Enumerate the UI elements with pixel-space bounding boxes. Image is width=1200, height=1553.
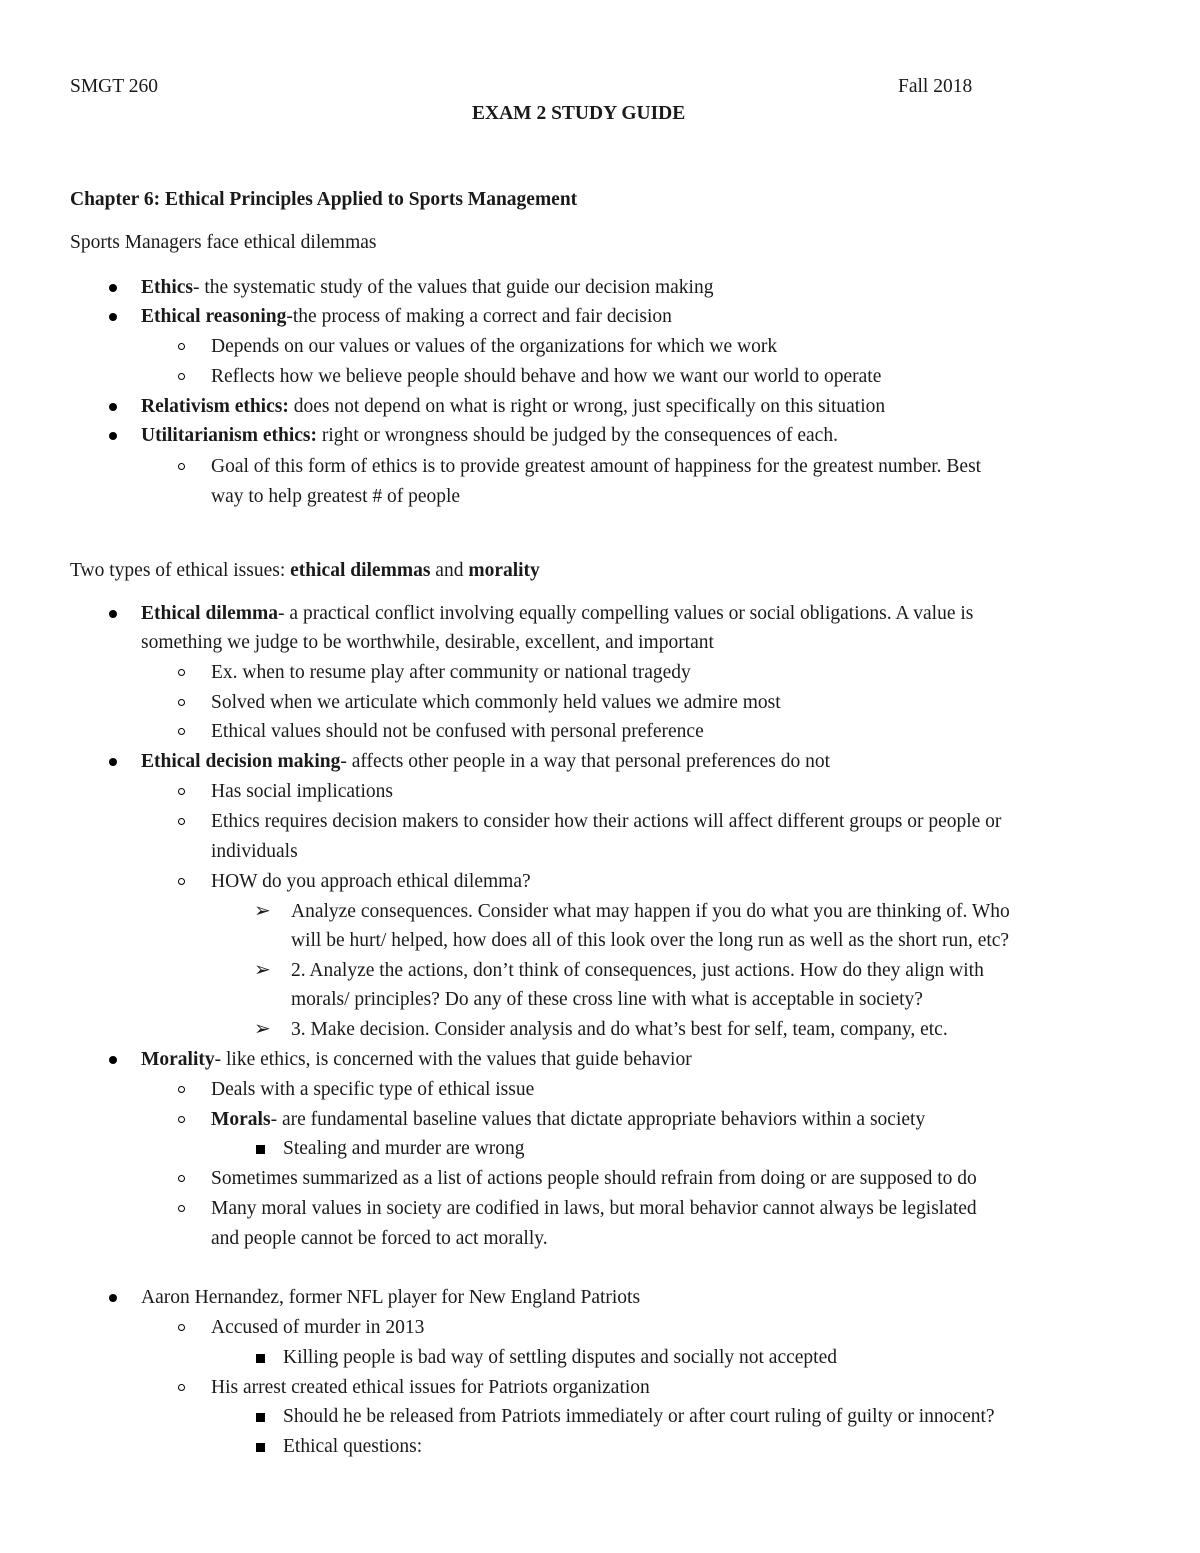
bullet-dot	[109, 403, 117, 411]
term-ethical-dilemma: Ethical dilemma	[141, 603, 279, 624]
intro-text: and	[430, 560, 469, 581]
list-item-ethical-reasoning	[141, 307, 672, 327]
bullet-dot	[109, 284, 117, 292]
list-subitem: Deals with a specific type of ethical issue	[211, 1079, 535, 1100]
term-utilitarianism: Utilitarianism ethics:	[141, 425, 318, 446]
definition-ethics: - the systematic study of the values that guide our decision making	[193, 277, 714, 298]
section-intro-ethical-issues	[70, 561, 540, 581]
bullet-dot	[109, 610, 117, 618]
bullet-square	[256, 1413, 265, 1422]
list-subitem-continued: individuals	[211, 841, 298, 862]
definition-utilitarianism: right or wrongness should be judged by the consequences of each.	[317, 425, 838, 446]
list-item-utilitarianism	[141, 426, 838, 446]
list-item-hernandez: Aaron Hernandez, former NFL player for New England Patriots	[141, 1287, 641, 1308]
intro-term-morality: morality	[468, 560, 540, 581]
intro-text: Two types of ethical issues:	[70, 560, 291, 581]
chapter-intro: Sports Managers face ethical dilemmas	[70, 232, 377, 253]
arrow-bullet-icon: ➢	[254, 1018, 271, 1040]
list-subitem: Ex. when to resume play after community or national tragedy	[211, 662, 691, 683]
list-subitem: Goal of this form of ethics is to provide greatest amount of happiness for the greatest number. Best	[211, 456, 982, 477]
list-subitem: Depends on our values or values of the organizations for which we work	[211, 336, 778, 357]
list-subitem: Many moral values in society are codified in laws, but moral behavior cannot always be legislated	[211, 1198, 977, 1219]
list-subsubitem: Killing people is bad way of settling disputes and socially not accepted	[283, 1347, 837, 1368]
bullet-circle	[178, 1116, 185, 1123]
list-subsubitem: Ethical questions:	[283, 1436, 423, 1457]
list-subitem: Solved when we articulate which commonly held values we admire most	[211, 692, 781, 713]
term-relativism: Relativism ethics:	[141, 396, 289, 417]
bullet-circle	[178, 669, 185, 676]
list-item-ethical-dilemma	[141, 604, 973, 624]
bullet-dot	[109, 1056, 117, 1064]
bullet-circle	[178, 1324, 185, 1331]
bullet-circle	[178, 1175, 185, 1182]
arrow-item-continued: morals/ principles? Do any of these cross line with what is acceptable in society?	[291, 989, 923, 1010]
arrow-bullet-icon: ➢	[254, 959, 271, 981]
course-code: SMGT 260	[70, 76, 158, 97]
list-item-continued: something we judge to be worthwhile, desirable, excellent, and important	[141, 632, 714, 653]
list-subsubitem: Stealing and murder are wrong	[283, 1138, 525, 1159]
definition-ethical-decision-making: - affects other people in a way that personal preferences do not	[340, 751, 831, 772]
arrow-item: 2. Analyze the actions, don’t think of consequences, just actions. How do they align with	[291, 960, 984, 981]
document-title: EXAM 2 STUDY GUIDE	[472, 103, 686, 124]
list-subitem: His arrest created ethical issues for Patriots organization	[211, 1377, 650, 1398]
bullet-circle	[178, 818, 185, 825]
bullet-dot	[109, 313, 117, 321]
term-morality: Morality	[141, 1049, 215, 1070]
list-subsubitem: Should he be released from Patriots immediately or after court ruling of guilty or innocent?	[283, 1406, 995, 1427]
list-item-ethical-decision-making	[141, 752, 830, 772]
list-item-morality	[141, 1050, 692, 1070]
list-subitem: Sometimes summarized as a list of actions people should refrain from doing or are supposed to do	[211, 1168, 977, 1189]
intro-term-dilemmas: ethical dilemmas	[290, 560, 431, 581]
list-subitem: Reflects how we believe people should behave and how we want our world to operate	[211, 366, 882, 387]
bullet-circle	[178, 878, 185, 885]
bullet-circle	[178, 1086, 185, 1093]
bullet-circle	[178, 728, 185, 735]
term-ethical-decision-making: Ethical decision making	[141, 751, 341, 772]
list-item-ethics	[141, 278, 713, 298]
bullet-square	[256, 1443, 265, 1452]
bullet-circle	[178, 463, 185, 470]
bullet-square	[256, 1145, 265, 1154]
list-subitem: HOW do you approach ethical dilemma?	[211, 871, 531, 892]
bullet-square	[256, 1354, 265, 1363]
definition-morals: - are fundamental baseline values that dictate appropriate behaviors within a society	[270, 1109, 926, 1130]
definition-ethical-dilemma: - a practical conflict involving equally compelling values or social obligations. A value is	[278, 603, 974, 624]
term-label: Fall 2018	[898, 76, 973, 97]
bullet-circle	[178, 788, 185, 795]
arrow-item-continued: will be hurt/ helped, how does all of this look over the long run as well as the short run, etc?	[291, 930, 1010, 951]
bullet-dot	[109, 432, 117, 440]
arrow-item: 3. Make decision. Consider analysis and do what’s best for self, team, company, etc.	[291, 1019, 948, 1040]
definition-ethical-reasoning: -the process of making a correct and fair decision	[286, 306, 672, 327]
term-ethical-reasoning: Ethical reasoning	[141, 306, 287, 327]
arrow-item: Analyze consequences. Consider what may happen if you do what you are thinking of. Who	[291, 901, 1010, 922]
list-subitem-continued: way to help greatest # of people	[211, 486, 461, 507]
definition-relativism: does not depend on what is right or wrong, just specifically on this situation	[288, 396, 886, 417]
definition-morality: - like ethics, is concerned with the values that guide behavior	[214, 1049, 692, 1070]
bullet-circle	[178, 1384, 185, 1391]
list-subitem: Ethical values should not be confused with personal preference	[211, 721, 704, 742]
bullet-circle	[178, 373, 185, 380]
bullet-dot	[109, 758, 117, 766]
bullet-circle	[178, 1205, 185, 1212]
bullet-dot	[109, 1294, 117, 1302]
arrow-bullet-icon: ➢	[254, 900, 271, 922]
list-subitem: Ethics requires decision makers to consider how their actions will affect different groups or people or	[211, 811, 1002, 832]
list-item-relativism	[141, 397, 885, 417]
bullet-circle	[178, 699, 185, 706]
chapter-heading: Chapter 6: Ethical Principles Applied to Sports Management	[70, 189, 578, 210]
list-subitem: Accused of murder in 2013	[211, 1317, 425, 1338]
list-subitem: Has social implications	[211, 781, 393, 802]
bullet-circle	[178, 343, 185, 350]
term-ethics: Ethics	[141, 277, 194, 298]
list-subitem-morals	[211, 1110, 925, 1130]
list-subitem-continued: and people cannot be forced to act morally.	[211, 1228, 548, 1249]
term-morals: Morals	[211, 1109, 271, 1130]
